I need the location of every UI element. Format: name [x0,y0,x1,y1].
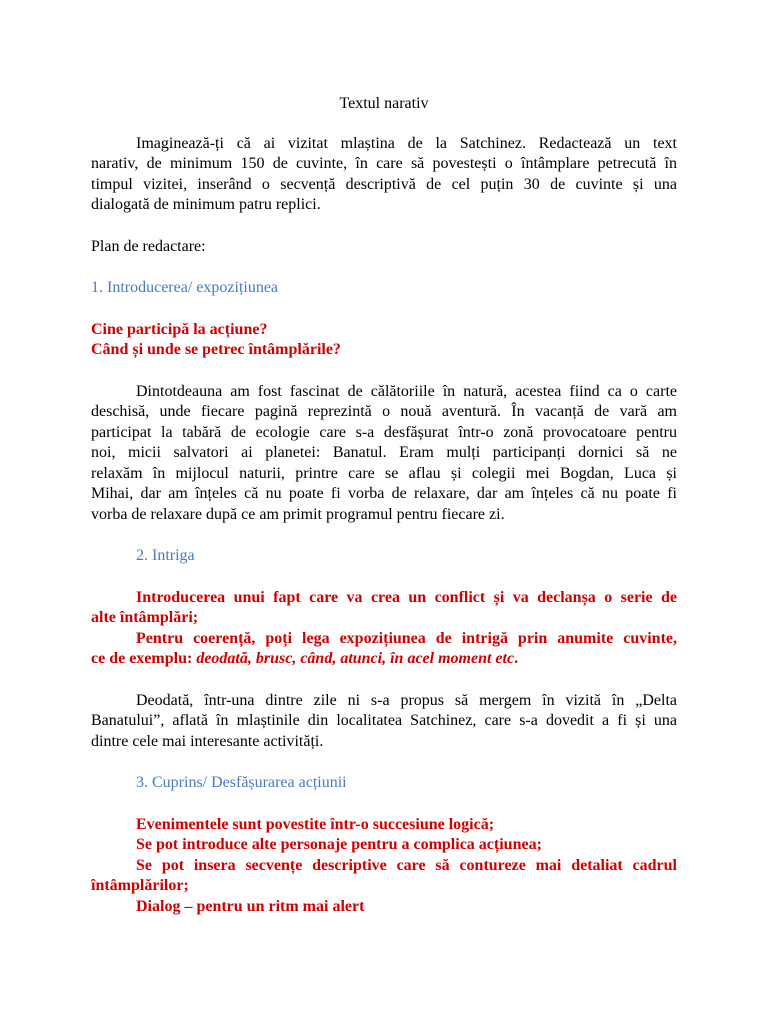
hint-line: Dialog – pentru un ritm mai alert [136,897,365,915]
section-heading-cuprins: 3. Cuprins/ Desfășurarea acțiunii [136,774,347,791]
paragraph-line: vorba de relaxare după ce am primit programul pentru fiecare zi. [91,505,505,523]
paragraph-line: Dintotdeauna am fost fascinat de călătoriile în natură, acestea fiind ca o carte [136,382,677,400]
hint-line: Introducerea unui fapt care va crea un conflict și va declanșa o serie de [136,588,677,606]
intro-line: dialogată de minimum patru replici. [91,196,321,213]
hint-line: Se pot insera secvențe descriptive care să contureze mai detaliat cadrul [136,856,677,874]
hint-examples: deodată, brusc, când, atunci, în acel moment etc [196,650,515,667]
intro-line: timpul vizitei, inserând o secvență descriptivă de cel puțin 30 de cuvinte și una [91,175,677,193]
paragraph-line: noi, micii salvatori ai planetei: Banatul. Eram mulți participanți dornici să ne [91,444,677,461]
paragraph-line: Mihai, dar am înțeles că nu poate fi vorba de relaxare, dar am înțeles că nu poate fi [91,485,677,502]
plan-label: Plan de redactare: [91,237,206,255]
expozitiune-paragraph [91,382,677,526]
hint-suffix: . [514,650,519,667]
document-title: Textul narativ [339,95,429,112]
intro-paragraph [91,134,677,216]
section-heading-intriga: 2. Intriga [136,547,195,564]
hint-line [91,649,677,670]
paragraph-line: participat la tabără de ecologie care s-a desfășurat într-o zonă provocatoare pentru [91,423,677,441]
hint-line: întâmplărilor; [91,877,189,894]
intriga-hint [91,588,677,670]
hint-line: alte întâmplări; [91,609,199,626]
paragraph-line: Banatului”, aflată în mlaștinile din localitatea Satchinez, care s-a dovedit a fi și una [91,712,677,729]
hint-line: Pentru coerență, poți lega expozițiunea de intrigă prin anumite cuvinte, [136,629,677,647]
document-page [91,94,677,917]
paragraph-line: Deodată, într-una dintre zile ni s-a propus să mergem în vizită în „Delta [136,691,677,709]
cuprins-hints [91,815,677,918]
hint-prefix: ce de exemplu: [91,650,197,667]
section-question: Cine participă la acțiune? [91,320,268,338]
section-heading-introducere: 1. Introducerea/ expozițiunea [91,279,279,296]
hint-line: Se pot introduce alte personaje pentru a complica acțiunea; [136,836,542,853]
paragraph-line: dintre cele mai interesante activități. [91,732,324,750]
intro-line: Imaginează-ți că ai vizitat mlaștina de la Satchinez. Redactează un text [136,134,677,152]
intro-line: narativ, de minimum 150 de cuvinte, în care să povestești o întâmplare petrecută în [91,155,677,172]
paragraph-line: relaxăm în mijlocul naturii, printre care se aflau și colegii mei Bogdan, Luca și [91,464,677,482]
section-question: Când și unde se petrec întâmplările? [91,341,341,358]
paragraph-line: deschisă, unde fiecare pagină reprezintă o nouă aventură. În vacanță de vară am [91,403,677,420]
intriga-paragraph [91,691,677,753]
hint-line: Evenimentele sunt povestite într-o succesiune logică; [136,815,495,833]
